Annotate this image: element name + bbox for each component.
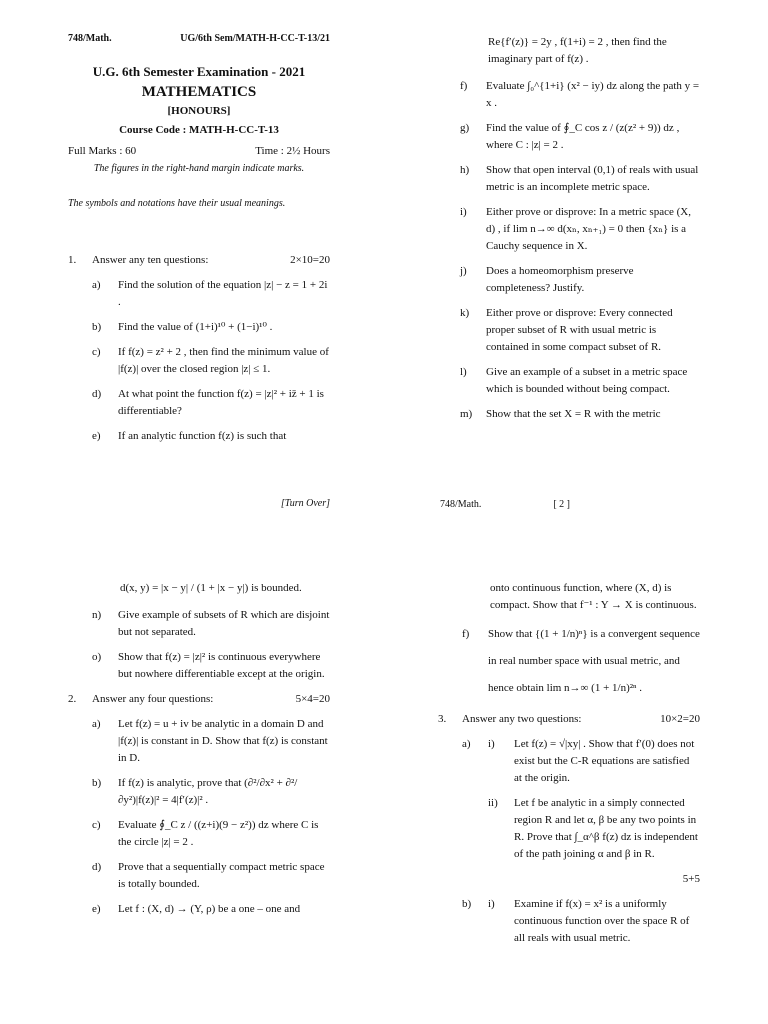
item-m-continued: d(x, y) = |x − y| / (1 + |x − y|) is bounded.: [120, 582, 302, 594]
item-text: Show that open interval (0,1) of reals with usual metric is an incomplete metric space.: [486, 164, 699, 193]
question-item: [92, 817, 330, 851]
question-item: [92, 859, 330, 893]
question-item: [92, 386, 330, 420]
item-e-continued: Re{f′(z)} = 2y , f(1+i) = 2 , then find the imaginary part of f(z) .: [488, 36, 667, 65]
paper-ref: UG/6th Sem/MATH-H-CC-T-13/21: [180, 33, 330, 44]
question-1: [68, 252, 330, 269]
question-item: [460, 120, 700, 154]
question-instruction: Answer any ten questions:: [92, 254, 209, 266]
page-header: [68, 30, 330, 47]
item-text: Either prove or disprove: Every connected proper subset of R with usual metric is contained in some compact subset of R.: [486, 307, 673, 353]
item-label: c): [92, 819, 101, 831]
item-label: a): [92, 279, 101, 291]
item-text: Let f(z) = u + iv be analytic in a domain D and |f(z)| is constant in D. Show that f(z) is constant in D.: [118, 718, 328, 764]
item-text: If an analytic function f(z) is such that: [118, 430, 287, 442]
sub-item-text: Let f be analytic in a simply connected region R and let α, β be any two points in R. Prove that ∫_α^β f(z) dz is independent of the path joining α and β in R.: [514, 797, 698, 860]
question-item: [92, 901, 330, 918]
question-item: [460, 406, 700, 423]
item-3a: [438, 736, 700, 888]
item-label: n): [92, 609, 102, 621]
question-item: [460, 263, 700, 297]
page-1: [68, 30, 330, 509]
question-marks: 2×10=20: [290, 254, 330, 266]
paper-code: 748/Math.: [68, 33, 112, 44]
item-label: a): [462, 738, 471, 750]
item-label: h): [460, 164, 470, 176]
item-text: Find the value of (1+i)¹⁰ + (1−i)¹⁰ .: [118, 321, 273, 333]
item-label: l): [460, 366, 467, 378]
sub-item-text: Let f(z) = √|xy| . Show that f′(0) does not exist but the C-R equations are satisfied at the origin.: [514, 738, 695, 784]
item-text: in real number space with usual metric, and: [488, 655, 680, 667]
course-code: Course Code : MATH-H-CC-T-13: [119, 124, 279, 136]
sub-item-i: [488, 736, 700, 787]
item-label: b): [92, 321, 102, 333]
item-text: hence obtain lim n→∞ (1 + 1/n)²ⁿ .: [488, 682, 642, 694]
question-item: [92, 428, 330, 445]
question-item: [460, 364, 700, 398]
marks-note: The figures in the right-hand margin indicate marks.: [93, 163, 305, 174]
page-4: [438, 580, 700, 963]
item-label: i): [460, 206, 467, 218]
item-text: Evaluate ∫₀^{1+i} (x² − iy) dz along the path y = x .: [486, 80, 700, 109]
item-label: m): [460, 408, 473, 420]
sub-item-label: i): [488, 898, 495, 910]
question-marks: 10×2=20: [660, 713, 700, 725]
question-instruction: Answer any two questions:: [462, 713, 582, 725]
question-item: [92, 277, 330, 311]
item-text: Either prove or disprove: In a metric space (X, d) , if lim n→∞ d(xₙ, xₙ₊₁) = 0 then {xₙ} is a Cauchy sequence in X.: [486, 206, 691, 252]
item-text: Give example of subsets of R which are disjoint but not separated.: [118, 609, 330, 638]
question-item: [460, 162, 700, 196]
sub-item-text: Examine if f(x) = x² is a uniformly continuous function over the space R of all reals with usual metric.: [514, 898, 690, 944]
question-item: [92, 775, 330, 809]
item-text: At what point the function f(z) = |z|² + iz̄ + 1 is differentiable?: [118, 388, 324, 417]
item-label: a): [92, 718, 101, 730]
page-footer-code: 748/Math.: [440, 499, 482, 510]
item-e-continued: onto continuous function, where (X, d) is compact. Show that f⁻¹ : Y → X is continuous.: [490, 582, 697, 611]
sub-item-label: i): [488, 738, 495, 750]
item-label: g): [460, 122, 470, 134]
question-item: [92, 649, 330, 683]
item-text: If f(z) is analytic, prove that (∂²/∂x² + ∂²/∂y²)|f(z)|² = 4|f′(z)|² .: [118, 777, 298, 806]
subject-title: MATHEMATICS: [141, 84, 257, 100]
item-label: k): [460, 307, 470, 319]
question-item: [92, 344, 330, 378]
item-text: Evaluate ∮_C z / ((z+i)(9 − z²)) dz where C is the circle |z| = 2 .: [118, 819, 319, 848]
item-text: Show that f(z) = |z|² is continuous everywhere but nowhere differentiable except at the origin.: [118, 651, 325, 680]
question-item: [92, 607, 330, 641]
item-label: d): [92, 388, 102, 400]
item-text: Does a homeomorphism preserve completeness? Justify.: [486, 265, 634, 294]
item-text: Show that the set X = R with the metric: [486, 408, 661, 420]
item-text: Find the solution of the equation |z| − z = 1 + 2i .: [118, 279, 328, 308]
item-text: Prove that a sequentially compact metric space is totally bounded.: [118, 861, 325, 890]
item-marks: 5+5: [682, 873, 700, 885]
question-item: [460, 305, 700, 356]
question-number: 1.: [68, 254, 77, 266]
item-label: f): [460, 80, 468, 92]
item-label: c): [92, 346, 101, 358]
question-item: [460, 78, 700, 112]
sub-item-i: [488, 896, 700, 947]
question-instruction: Answer any four questions:: [92, 693, 214, 705]
sub-item-ii: [488, 795, 700, 863]
full-marks: Full Marks : 60: [68, 145, 137, 157]
item-text: Find the value of ∮_C cos z / (z(z² + 9)) dz , where C : |z| = 2 .: [486, 122, 680, 151]
item-3b: [438, 896, 700, 955]
item-text: Show that {(1 + 1/n)ⁿ} is a convergent sequence: [488, 628, 700, 640]
item-label: f): [462, 628, 470, 640]
item-label: b): [92, 777, 102, 789]
item-f: [438, 626, 700, 697]
item-label: j): [460, 265, 467, 277]
item-text: Let f : (X, d) → (Y, ρ) be a one – one and: [118, 903, 301, 915]
question-marks: 5×4=20: [295, 693, 330, 705]
question-item: [92, 716, 330, 767]
page-3: [68, 580, 330, 926]
item-label: b): [462, 898, 472, 910]
item-text: Give an example of a subset in a metric space which is bounded without being compact.: [486, 366, 688, 395]
question-item: [460, 204, 700, 255]
question-number: 3.: [438, 713, 447, 725]
question-3: [438, 711, 700, 728]
honours-label: [HONOURS]: [167, 105, 231, 117]
symbols-note: The symbols and notations have their usual meanings.: [68, 198, 286, 209]
item-label: o): [92, 651, 102, 663]
item-text: If f(z) = z² + 2 , then find the minimum value of |f(z)| over the closed region |z| ≤ 1.: [118, 346, 329, 375]
sub-item-label: ii): [488, 797, 498, 809]
page-2: [440, 34, 700, 510]
time-allowed: Time : 2½ Hours: [255, 145, 330, 157]
question-number: 2.: [68, 693, 77, 705]
turn-over-label: [Turn Over]: [280, 498, 330, 509]
item-label: d): [92, 861, 102, 873]
page-number: [ 2 ]: [553, 499, 570, 510]
question-item: [92, 319, 330, 336]
question-2: [68, 691, 330, 708]
item-label: e): [92, 430, 101, 442]
item-label: e): [92, 903, 101, 915]
exam-title: U.G. 6th Semester Examination - 2021: [92, 64, 306, 79]
